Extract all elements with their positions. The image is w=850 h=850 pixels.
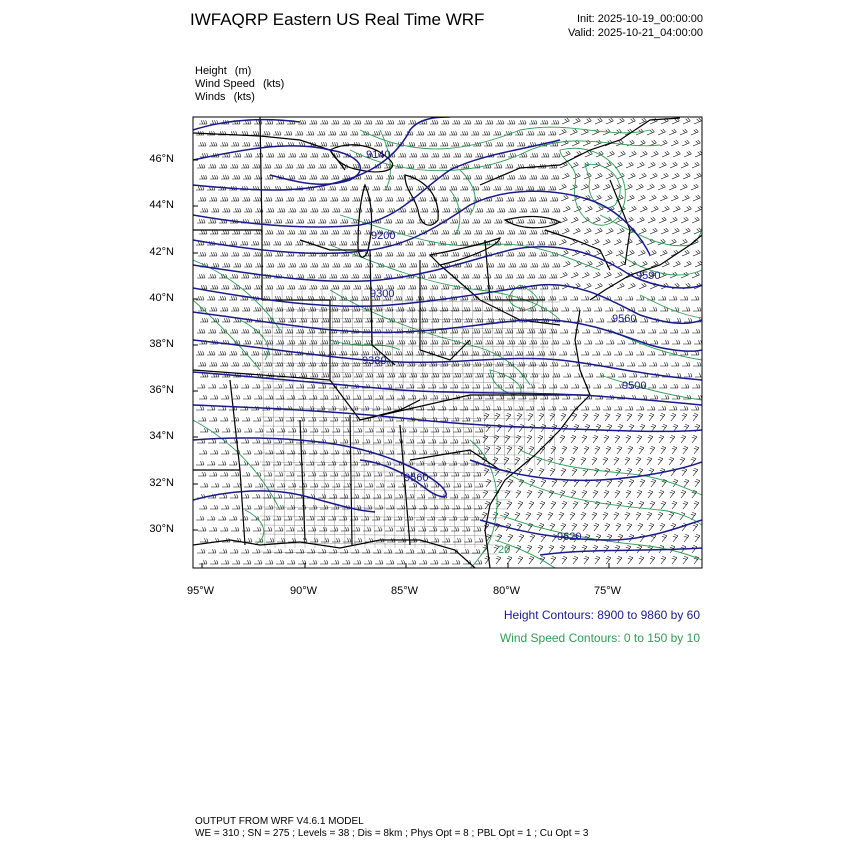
height-label: 9380 — [362, 355, 387, 367]
lat-label: 46°N — [149, 153, 174, 165]
wind-contour — [330, 340, 400, 350]
wind-contour — [245, 510, 264, 545]
lon-label: 85°W — [391, 585, 419, 597]
lon-label: 95°W — [187, 585, 215, 597]
state-line — [350, 415, 352, 545]
wind-barbs — [196, 118, 703, 564]
state-line — [260, 117, 262, 300]
wind-barb-field — [196, 118, 703, 564]
lat-label: 44°N — [149, 199, 174, 211]
height-label: 9560 — [404, 472, 429, 484]
map-frame — [193, 117, 702, 568]
lon-label: 90°W — [290, 585, 318, 597]
state-line — [193, 370, 330, 380]
lat-label: 30°N — [149, 523, 174, 535]
model-footer — [195, 816, 588, 840]
height-contour — [193, 438, 446, 497]
height-contour — [480, 520, 702, 540]
lat-label: 32°N — [149, 477, 174, 489]
lon-label: 75°W — [594, 585, 622, 597]
height-label: 9560 — [612, 313, 637, 325]
wind-label: 20 — [498, 544, 511, 556]
wind-contour — [610, 330, 702, 360]
state-boundaries — [193, 117, 702, 568]
valid-time: Valid: 2025-10-21_04:00:00 — [568, 27, 703, 39]
field-height: Height (m) — [195, 65, 252, 77]
lat-label: 42°N — [149, 246, 174, 258]
height-label: 9200 — [371, 230, 396, 242]
footer-line-1: OUTPUT FROM WRF V4.6.1 MODEL — [195, 816, 364, 827]
wind-contour — [640, 295, 702, 318]
field-wind-speed: Wind Speed (kts) — [195, 78, 285, 90]
plot-title: IWFAQRP Eastern US Real Time WRF — [190, 10, 485, 29]
lon-label: 80°W — [493, 585, 521, 597]
init-time: Init: 2025-10-19_00:00:00 — [577, 13, 703, 25]
height-legend: Height Contours: 8900 to 9860 by 60 — [503, 608, 700, 622]
height-contour — [193, 340, 702, 380]
wind-labels — [498, 544, 510, 556]
height-label: 9140 — [366, 149, 391, 161]
lat-label: 38°N — [149, 338, 174, 350]
height-label: 9500 — [622, 380, 647, 392]
wind-contour — [460, 170, 475, 215]
lat-label: 40°N — [149, 292, 174, 304]
border-canada — [193, 133, 345, 170]
height-contour — [193, 120, 300, 130]
wind-legend: Wind Speed Contours: 0 to 150 by 10 — [499, 631, 700, 645]
lat-label: 36°N — [149, 384, 174, 396]
wind-speed-contours — [193, 127, 702, 568]
wind-contour — [350, 141, 660, 171]
footer-line-2: WE = 310 ; SN = 275 ; Levels = 38 ; Dis = 8km ; Phys Opt = 8 ; PBL Opt = 1 ; Cu Opt = 3 — [195, 828, 589, 839]
wind-contour — [520, 450, 702, 495]
height-label: 9300 — [370, 288, 395, 300]
lat-label: 34°N — [149, 430, 174, 442]
field-winds: Winds (kts) — [195, 91, 255, 103]
coastline-atlantic — [590, 235, 702, 300]
wind-contour — [585, 164, 620, 207]
wind-contour — [500, 515, 702, 560]
height-label: 9620 — [557, 531, 582, 543]
height-contour — [193, 247, 702, 288]
height-label: 9590 — [636, 270, 661, 282]
